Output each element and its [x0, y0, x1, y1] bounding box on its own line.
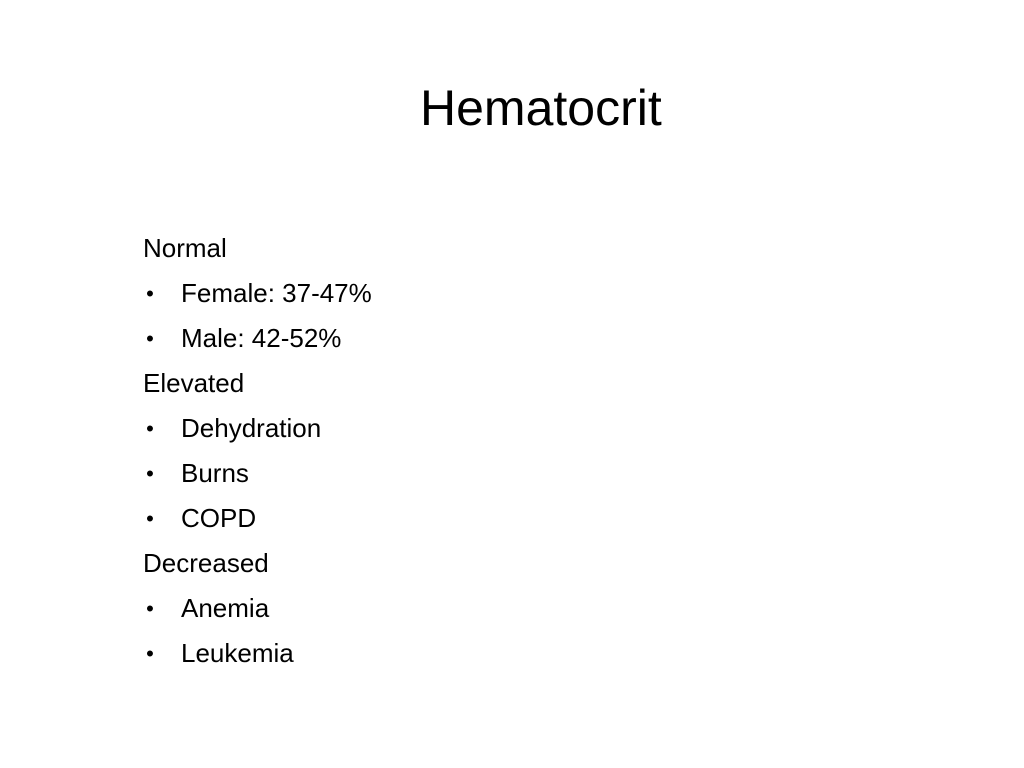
bullet-text: COPD [181, 503, 257, 533]
bullet-item [143, 406, 863, 451]
bullet-text: Female: 37-47% [181, 278, 372, 308]
bullet-icon: • [146, 596, 154, 621]
slide-content [143, 226, 863, 676]
bullet-icon: • [146, 461, 154, 486]
bullet-item [143, 271, 863, 316]
slide-title: Hematocrit [420, 80, 662, 136]
bullet-item [143, 586, 863, 631]
bullet-text: Anemia [181, 593, 270, 623]
bullet-icon: • [146, 326, 154, 351]
bullet-item [143, 316, 863, 361]
section-heading-normal: Normal [143, 233, 227, 263]
bullet-text: Male: 42-52% [181, 323, 342, 353]
bullet-icon: • [146, 416, 154, 441]
bullet-icon: • [146, 281, 154, 306]
bullet-text: Burns [181, 458, 249, 488]
bullet-icon: • [146, 641, 154, 666]
bullet-text: Dehydration [181, 413, 322, 443]
bullet-icon: • [146, 506, 154, 531]
section-heading-elevated: Elevated [143, 368, 245, 398]
bullet-item [143, 496, 863, 541]
section-heading-decreased: Decreased [143, 548, 269, 578]
bullet-item [143, 631, 863, 676]
bullet-item [143, 451, 863, 496]
bullet-text: Leukemia [181, 638, 294, 668]
